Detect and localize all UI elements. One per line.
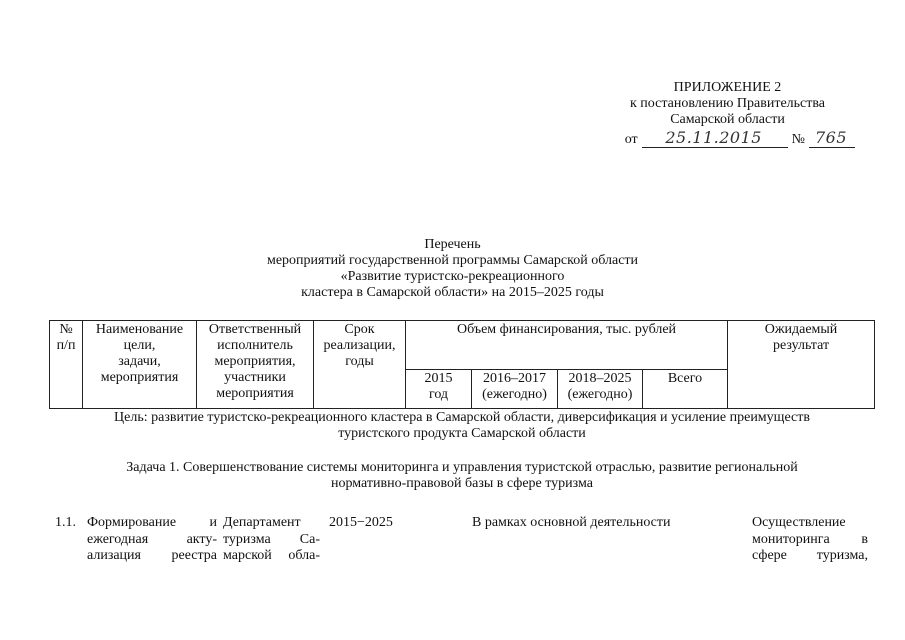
- appendix-block: [600, 80, 855, 148]
- title-line-1: Перечень: [424, 237, 481, 252]
- row-result: Осуществление мониторинга в сфере туризма,: [752, 515, 868, 563]
- title-line-2: мероприятий государственной программы Самарской области: [266, 253, 639, 268]
- task-line-2: нормативно-правовой базы в сфере туризма: [330, 476, 593, 491]
- task-line-1: Задача 1. Совершенствование системы мониторинга и управления туристской отраслью, развитие региональной: [126, 460, 798, 475]
- title-line-4: кластера в Самарской области» на 2015–2025 годы: [301, 285, 604, 300]
- document-title: [190, 237, 715, 301]
- header-year-2018-2025: 2018–2025 (ежегодно): [558, 370, 643, 409]
- header-responsible: Ответственный исполнитель мероприятия, участники мероприятия: [197, 321, 314, 409]
- row-number: 1.1.: [55, 515, 76, 530]
- handwritten-number: 765: [809, 129, 855, 148]
- title-line-3: «Развитие туристско-рекреационного: [340, 269, 565, 284]
- appendix-date-number: [600, 129, 855, 148]
- header-year-2016-2017: 2016–2017 (ежегодно): [472, 370, 558, 409]
- appendix-line-2: Самарской области: [670, 112, 785, 127]
- row-responsible: Департамент туризма Са- марской обла-: [223, 515, 320, 563]
- row-term: 2015−2025: [329, 515, 393, 530]
- goal-line-1: Цель: развитие туристско-рекреационного кластера в Самарской области, диверсификация и усиление преимуществ: [114, 410, 810, 425]
- appendix-title: ПРИЛОЖЕНИЕ 2: [673, 80, 782, 95]
- number-prefix: №: [791, 132, 805, 147]
- header-result: Ожидаемый результат: [728, 321, 875, 409]
- handwritten-date: 25.11.2015: [642, 129, 788, 148]
- header-financing: Объем финансирования, тыс. рублей: [406, 321, 728, 370]
- header-num: № п/п: [50, 321, 83, 409]
- header-total: Всего: [643, 370, 728, 409]
- date-prefix: от: [624, 132, 638, 147]
- appendix-line-1: к постановлению Правительства: [629, 96, 826, 111]
- header-term: Срок реализации, годы: [314, 321, 406, 409]
- row-name: Формирование и ежегодная акту- ализация реестра: [87, 515, 217, 563]
- measures-table-header: [49, 320, 875, 409]
- goal-text: [52, 410, 872, 442]
- header-name: Наименование цели, задачи, мероприятия: [83, 321, 197, 409]
- task-text: [52, 460, 872, 492]
- goal-line-2: туристского продукта Самарской области: [338, 426, 586, 441]
- header-year-2015: 2015 год: [406, 370, 472, 409]
- row-financing: В рамках основной деятельности: [472, 515, 671, 530]
